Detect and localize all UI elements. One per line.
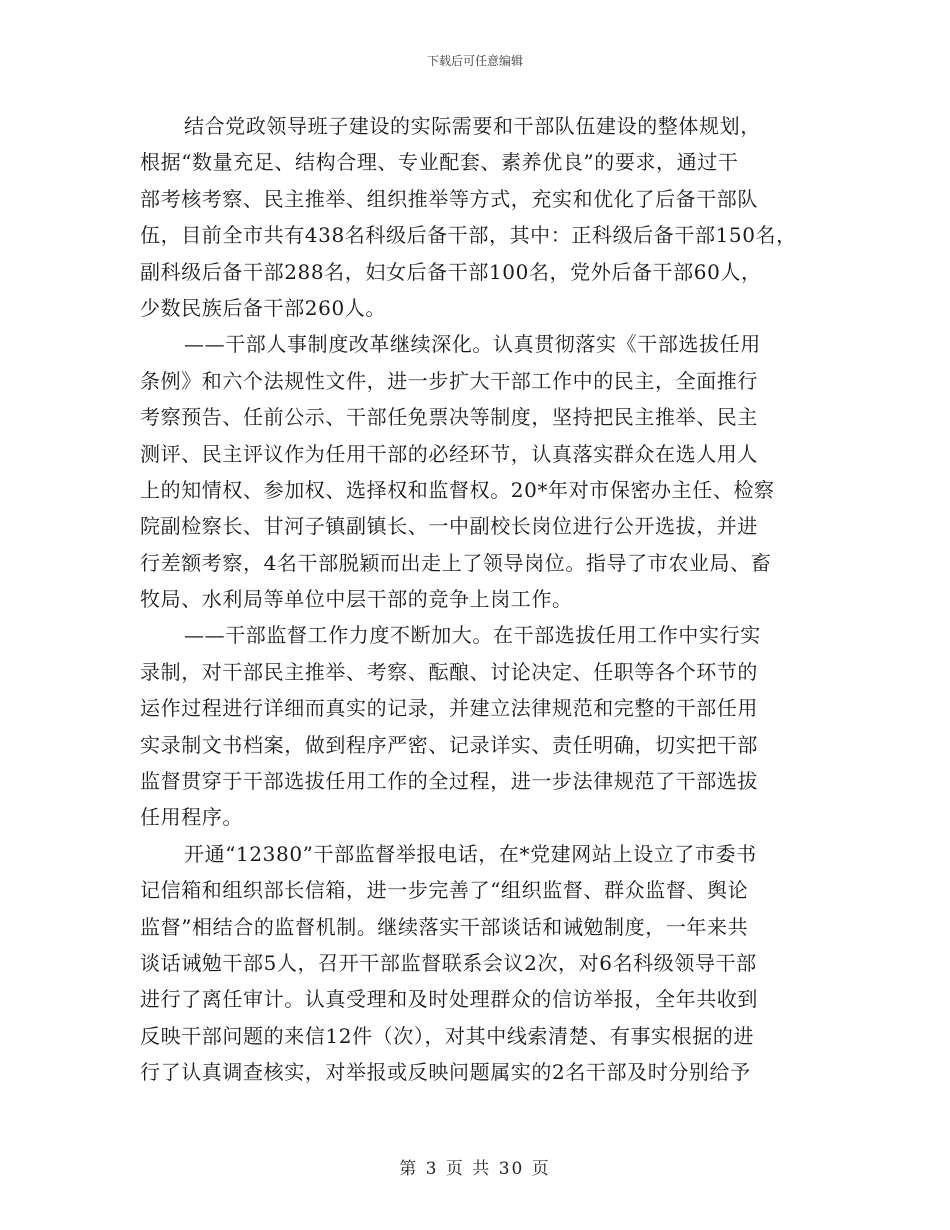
page-footer: 第 3 页 共 30 页 — [399, 1159, 551, 1179]
text-line: 上的知情权、参加权、选择权和监督权。20*年对市保密办主任、检察 — [140, 477, 775, 502]
text-line: 伍，目前全市共有438名科级后备干部，其中：正科级后备干部150名， — [140, 223, 797, 248]
document-body — [140, 108, 820, 1091]
paragraph — [140, 836, 820, 1091]
text-line: 少数民族后备干部260人。 — [140, 295, 386, 320]
paragraph — [140, 326, 820, 617]
text-line: 记信箱和组织部长信箱，进一步完善了“组织监督、群众监督、舆论 — [140, 878, 749, 903]
text-line: 结合党政领导班子建设的实际需要和干部队伍建设的整体规划， — [184, 114, 761, 138]
text-line: 条例》和六个法规性文件，进一步扩大干部工作中的民主，全面推行 — [140, 368, 758, 393]
text-line: 根据“数量充足、结构合理、专业配套、素养优良”的要求，通过干 — [140, 150, 739, 175]
page-header: 下载后可任意编辑 — [426, 54, 523, 68]
text-line: 牧局、水利局等单位中层干部的竞争上岗工作。 — [140, 587, 573, 612]
text-line: 部考核考察、民主推举、组织推举等方式，充实和优化了后备干部队 — [140, 186, 758, 211]
text-line: 院副检察长、甘河子镇副镇长、一中副校长岗位进行公开选拔，并进 — [140, 514, 758, 539]
text-line: 开通“12380”干部监督举报电话，在*党建网站上设立了市委书 — [184, 841, 757, 866]
text-line: 行差额考察，4名干部脱颖而出走上了领导岗位。指导了市农业局、畜 — [140, 550, 772, 575]
text-line: 录制，对干部民主推举、考察、酝酿、讨论决定、任职等各个环节的 — [140, 659, 758, 684]
paragraph — [140, 108, 820, 326]
text-line: 监督”相结合的监督机制。继续落实干部谈话和诫勉制度，一年来共 — [140, 914, 749, 939]
text-line: 副科级后备干部288名，妇女后备干部100名，党外后备干部60人， — [140, 259, 762, 284]
text-line: 运作过程进行详细而真实的记录，并建立法律规范和完整的干部任用 — [140, 696, 758, 721]
text-line: 任用程序。 — [140, 805, 243, 830]
paragraph — [140, 617, 820, 835]
text-line: 监督贯穿于干部选拔任用工作的全过程，进一步法律规范了干部选拔 — [140, 769, 758, 794]
text-line: ——干部监督工作力度不断加大。在干部选拔任用工作中实行实 — [184, 623, 761, 648]
text-line: 反映干部问题的来信12件（次），对其中线索清楚、有事实根据的进 — [140, 1023, 755, 1048]
text-line: 进行了离任审计。认真受理和及时处理群众的信访举报，全年共收到 — [140, 987, 758, 1012]
text-line: ——干部人事制度改革继续深化。认真贯彻落实《干部选拔任用 — [184, 332, 761, 357]
text-line: 实录制文书档案，做到程序严密、记录详实、责任明确，切实把干部 — [140, 732, 758, 757]
text-line: 谈话诫勉干部5人，召开干部监督联系会议2次，对6名科级领导干部 — [140, 950, 757, 975]
text-line: 测评、民主评议作为任用干部的必经环节，认真落实群众在选人用人 — [140, 441, 758, 466]
text-line: 行了认真调查核实，对举报或反映问题属实的2名干部及时分别给予 — [140, 1060, 751, 1085]
text-line: 考察预告、任前公示、干部任免票决等制度，坚持把民主推举、民主 — [140, 405, 758, 430]
